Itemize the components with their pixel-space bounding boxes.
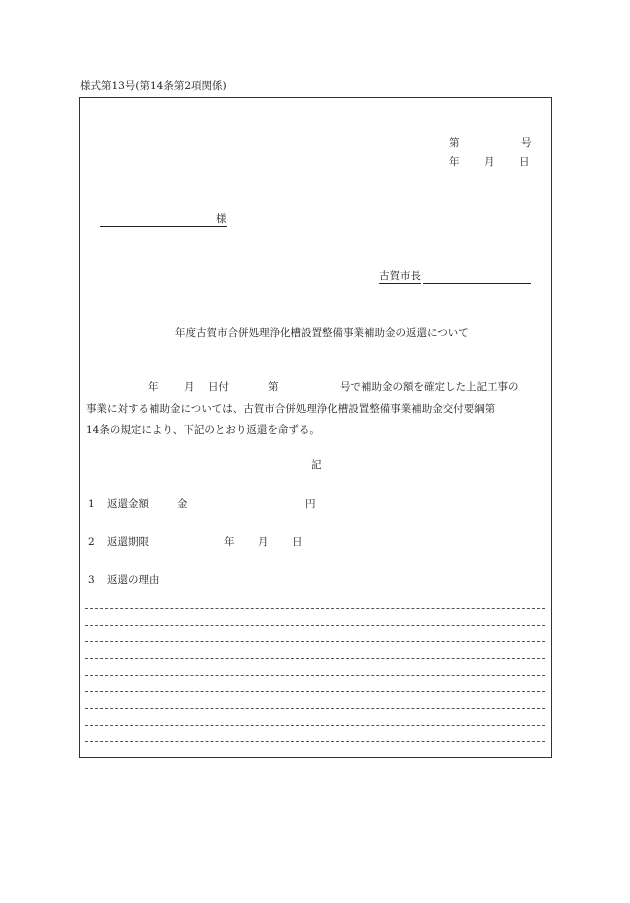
- item2-day: 日: [292, 536, 303, 548]
- body-number-prefix: 第: [268, 381, 279, 393]
- date-month-label: 月: [484, 156, 495, 168]
- item2-number: 2: [88, 536, 95, 548]
- body-day: 日付: [208, 381, 229, 393]
- form-number-label: 様式第13号(第14条第2項関係): [80, 80, 227, 92]
- item2-label: 返還期限: [107, 536, 149, 548]
- addressee-suffix: 様: [216, 213, 227, 225]
- item3-number: 3: [88, 574, 95, 586]
- body-month: 月: [184, 381, 195, 393]
- issuer-name: 古賀市長: [379, 270, 421, 282]
- date-year-label: 年: [449, 156, 460, 168]
- item1-yen: 円: [305, 498, 316, 510]
- item2-month: 月: [258, 536, 269, 548]
- reason-line: [85, 725, 545, 726]
- doc-number-suffix: 号: [521, 137, 532, 149]
- reason-line: [85, 675, 545, 676]
- body-line2: 事業に対する補助金については、古賀市合併処理浄化槽設置整備事業補助金交付要綱第: [86, 403, 496, 415]
- body-year: 年: [148, 381, 159, 393]
- reason-line: [85, 741, 545, 742]
- item1-number: 1: [88, 498, 95, 510]
- item1-kin: 金: [177, 498, 188, 510]
- reason-line: [85, 708, 545, 709]
- document-title: 年度古賀市合併処理浄化槽設置整備事業補助金の返還について: [175, 327, 469, 339]
- reason-line: [85, 658, 545, 659]
- reason-line: [85, 691, 545, 692]
- date-day-label: 日: [519, 156, 530, 168]
- reason-line: [85, 641, 545, 642]
- doc-number-prefix: 第: [449, 137, 460, 149]
- reason-line: [85, 608, 545, 609]
- body-line3: 14条の規定により、下記のとおり返還を命ずる。: [86, 424, 320, 436]
- addressee-blank-line: [100, 226, 216, 227]
- item3-label: 返還の理由: [107, 574, 160, 586]
- ki-heading: 記: [311, 459, 322, 471]
- issuer-seal-line: [423, 283, 531, 284]
- item2-year: 年: [224, 536, 235, 548]
- body-line1-rest: 号で補助金の額を確定した上記工事の: [340, 381, 519, 393]
- item1-label: 返還金額: [107, 498, 149, 510]
- reason-line: [85, 625, 545, 626]
